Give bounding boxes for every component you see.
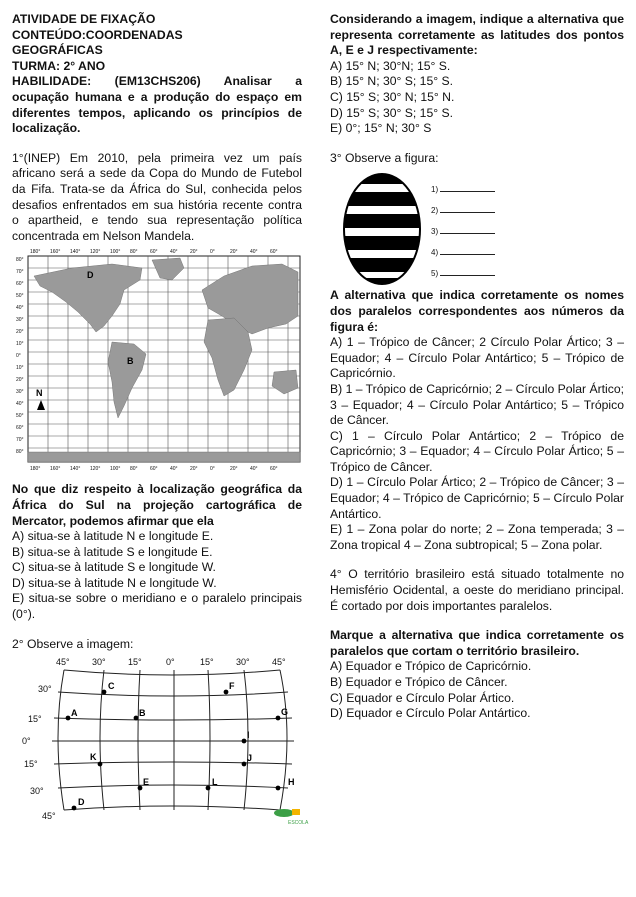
grid-point-label: B [139, 708, 146, 719]
school-logo-text: ESCOLA [288, 820, 309, 827]
class-label: TURMA: 2° ANO [12, 58, 106, 73]
q1-intro: 1°(INEP) Em 2010, pela primeira vez um país africano será a sede da Copa do Mundo de Futebol da Fifa. Trata-se da África do Sul, conhecida pelos desafios enfrentados em sua história recente contra o apartheid, e tendo sua representação política concentrada em Nelson Mandela. [12, 150, 302, 243]
map-bottom-tick: 180° [30, 466, 41, 473]
map-left-tick: 10° [16, 341, 24, 348]
grid-longitude-label: 45° [272, 657, 286, 668]
map-top-tick: 80° [130, 249, 138, 256]
map-bottom-tick: 60° [150, 466, 158, 473]
q3-option-c[interactable]: C) 1 – Círculo Polar Antártico; 2 – Trópico de Capricórnio; 3 – Equador; 4 – Círculo Polar Ártico; 5 – Trópico de Câncer. [330, 428, 624, 474]
map-bottom-tick: 40° [170, 466, 178, 473]
answer-blank[interactable] [440, 203, 495, 213]
spacer [330, 553, 624, 567]
q2-option-e[interactable]: E) 0°; 15° N; 30° S [330, 121, 432, 136]
spacer [330, 137, 624, 151]
grid-point-f [224, 690, 229, 695]
map-left-tick: 20° [16, 329, 24, 336]
parallels-figure [330, 170, 624, 288]
grid-longitude-label: 30° [92, 657, 106, 668]
content-line-2: GEOGRÁFICAS [12, 43, 103, 58]
map-left-tick: 10° [16, 365, 24, 372]
q2-option-d[interactable]: D) 15° S; 30° S; 15° S. [330, 105, 454, 120]
q3-option-d[interactable]: D) 1 – Círculo Polar Ártico; 2 – Trópico de Câncer; 3 – Equador; 4 – Trópico de Capricórnio; 5 – Círculo Polar Antártico. [330, 475, 624, 521]
antarctica [28, 452, 300, 462]
grid-point-l [206, 786, 211, 791]
q4-question: Marque a alternativa que indica corretamente os paralelos que cortam o território brasileiro. [330, 628, 624, 658]
spacer [12, 137, 302, 151]
map-top-tick: 0° [210, 249, 215, 256]
q1-option-e[interactable]: E) situa-se sobre o meridiano e o paralelo principais (0°). [12, 591, 302, 622]
map-left-tick: 0° [16, 353, 21, 360]
grid-point-label: A [71, 708, 78, 719]
map-left-tick: 20° [16, 377, 24, 384]
skill-text: HABILIDADE: (EM13CHS206) Analisar a ocupação humana e a produção do espaço em diferentes tempos, aplicando os princípios de localização. [12, 74, 302, 136]
answer-blank[interactable] [440, 245, 495, 255]
map-left-tick: 60° [16, 425, 24, 432]
grid-latitude-label: 30° [30, 786, 44, 797]
map-left-tick: 50° [16, 413, 24, 420]
map-bottom-tick: 120° [90, 466, 101, 473]
q2-option-b[interactable]: B) 15° N; 30° S; 15° S. [330, 74, 454, 89]
world-map [12, 246, 302, 482]
grid-point-k [98, 762, 103, 767]
grid-point-label: E [143, 777, 150, 788]
q4-option-a[interactable]: A) Equador e Trópico de Capricórnio. [330, 659, 532, 674]
grid-point-labels [71, 681, 295, 807]
map-top-tick: 20° [230, 249, 238, 256]
grid-point-e [138, 786, 143, 791]
world-map-svg [12, 246, 302, 482]
map-left-tick: 50° [16, 293, 24, 300]
school-logo [274, 809, 309, 826]
map-top-tick: 120° [90, 249, 101, 256]
map-left-tick: 30° [16, 389, 24, 396]
q1-option-c[interactable]: C) situa-se à latitude S e longitude W. [12, 560, 216, 575]
grid-point-j [242, 762, 247, 767]
grid-longitude-label: 0° [166, 657, 175, 668]
grid-point-b [134, 716, 139, 721]
parallel-label: 3) [431, 227, 439, 237]
q1-option-d[interactable]: D) situa-se à latitude N e longitude W. [12, 575, 217, 590]
q3-option-b[interactable]: B) 1 – Trópico de Capricórnio; 2 – Círculo Polar Ártico; 3 – Equador; 4 – Círculo Polar Antártico; 5 – Trópico de Câncer. [330, 381, 624, 428]
spacer [330, 614, 624, 628]
map-left-tick: 80° [16, 449, 24, 456]
grid-latitude-labels [22, 684, 56, 821]
map-bottom-tick: 60° [270, 466, 278, 473]
grid-point-label: K [90, 752, 97, 763]
map-bottom-tick: 140° [70, 466, 81, 473]
q2-intro: 2° Observe a imagem: [12, 636, 134, 651]
map-top-ticks [30, 249, 278, 255]
q4-option-b[interactable]: B) Equador e Trópico de Câncer. [330, 675, 508, 689]
parallel-label: 1) [431, 185, 439, 195]
map-bottom-tick: 80° [130, 466, 138, 473]
map-top-tick: 180° [30, 249, 41, 256]
map-bottom-tick: 40° [250, 466, 258, 473]
grid-latitude-label: 30° [38, 684, 52, 695]
map-top-tick: 160° [50, 249, 61, 256]
map-top-tick: 60° [150, 249, 158, 256]
grid-latitude-label: 45° [42, 811, 56, 822]
coordinate-grid [12, 656, 309, 827]
grid-point-label: I [247, 730, 250, 741]
parallel-label: 2) [431, 206, 439, 216]
map-label-n: N [36, 388, 43, 399]
grid-point-label: C [108, 681, 115, 692]
map-left-tick: 80° [16, 257, 24, 264]
map-left-tick: 40° [16, 305, 24, 312]
grid-point-label: J [247, 753, 253, 764]
q2-option-c[interactable]: C) 15° S; 30° N; 15° N. [330, 89, 455, 104]
q1-option-b[interactable]: B) situa-se à latitude S e longitude E. [12, 544, 213, 559]
grid-longitude-label: 15° [200, 657, 214, 668]
q1-option-a[interactable]: A) situa-se à latitude N e longitude E. [12, 529, 214, 544]
grid-longitude-label: 45° [56, 657, 70, 668]
q4-option-c[interactable]: C) Equador e Círculo Polar Ártico. [330, 690, 515, 705]
grid-point-a [66, 716, 71, 721]
q3-intro: 3° Observe a figura: [330, 150, 439, 165]
grid-lines [52, 670, 294, 810]
worksheet-title: ATIVIDADE DE FIXAÇÃO [12, 12, 156, 26]
map-top-tick: 40° [250, 249, 258, 256]
map-bottom-tick: 0° [210, 466, 215, 473]
map-top-tick: 40° [170, 249, 178, 256]
map-label-d: D [87, 270, 94, 281]
grid-point-label: L [212, 777, 218, 788]
q4-option-d[interactable]: D) Equador e Círculo Polar Antártico. [330, 706, 531, 721]
q3-option-a[interactable]: A) 1 – Trópico de Câncer; 2 Círculo Polar Ártico; 3 – Equador; 4 – Círculo Polar Antártico; 5 – Trópico de Capricórnio. [330, 335, 624, 381]
map-top-tick: 100° [110, 249, 121, 256]
grid-point-c [102, 690, 107, 695]
grid-point-g [276, 716, 281, 721]
map-left-tick: 70° [16, 437, 24, 444]
map-top-tick: 140° [70, 249, 81, 256]
grid-longitude-labels [56, 657, 286, 667]
q1-question: No que diz respeito à localização geográfica da África do Sul na projeção cartográfica de Mercator, podemos afirmar que ela [12, 482, 302, 528]
coordinate-grid-svg [12, 656, 309, 827]
grid-point-i [242, 739, 247, 744]
answer-blank[interactable] [440, 266, 495, 276]
answer-blank[interactable] [440, 182, 495, 192]
parallel-label: 5) [431, 269, 439, 279]
grid-latitude-label: 15° [28, 714, 42, 725]
map-bottom-tick: 160° [50, 466, 61, 473]
map-left-tick: 40° [16, 401, 24, 408]
grid-longitude-label: 30° [236, 657, 250, 668]
parallel-label: 4) [431, 248, 439, 258]
grid-point-label: F [229, 681, 235, 692]
map-top-tick: 60° [270, 249, 278, 256]
grid-point-label: G [281, 707, 289, 718]
left-column [12, 12, 309, 827]
grid-point-label: D [78, 797, 85, 808]
parallel-label-list [431, 182, 495, 287]
grid-latitude-label: 15° [24, 759, 38, 770]
map-top-tick: 20° [190, 249, 198, 256]
map-left-tick: 70° [16, 269, 24, 276]
q4-intro: 4° O território brasileiro está situado totalmente no Hemisfério Ocidental, a oeste do meridiano principal. É cortado por dois importantes paralelos. [330, 567, 624, 613]
q3-question: A alternativa que indica corretamente os nomes dos paralelos correspondentes aos números da figura é: [330, 288, 624, 334]
map-bottom-ticks [30, 466, 278, 472]
grid-latitude-label: 0° [22, 736, 31, 747]
map-left-ticks [16, 257, 24, 455]
map-label-b: B [127, 356, 134, 367]
grid-point-d [72, 806, 77, 811]
content-line-1: CONTEÚDO:COORDENADAS [12, 27, 183, 42]
spacer [12, 623, 302, 637]
map-bottom-tick: 20° [190, 466, 198, 473]
grid-point-h [276, 786, 281, 791]
map-bottom-tick: 100° [110, 466, 121, 473]
map-bottom-tick: 20° [230, 466, 238, 473]
right-column [330, 12, 624, 722]
map-left-tick: 60° [16, 281, 24, 288]
globe-svg [334, 170, 434, 288]
map-left-tick: 30° [16, 317, 24, 324]
grid-longitude-label: 15° [128, 657, 142, 668]
q2-question: Considerando a imagem, indique a alternativa que representa corretamente as latitudes dos pontos A, E e J respectivamente: [330, 12, 624, 58]
answer-blank[interactable] [440, 224, 495, 234]
q3-option-e[interactable]: E) 1 – Zona polar do norte; 2 – Zona temperada; 3 – Zona tropical 4 – Zona subtropical; 5 – Zona polar. [330, 522, 624, 552]
q2-option-a[interactable]: A) 15° N; 30°N; 15° S. [330, 58, 451, 73]
grid-point-label: H [288, 777, 295, 788]
